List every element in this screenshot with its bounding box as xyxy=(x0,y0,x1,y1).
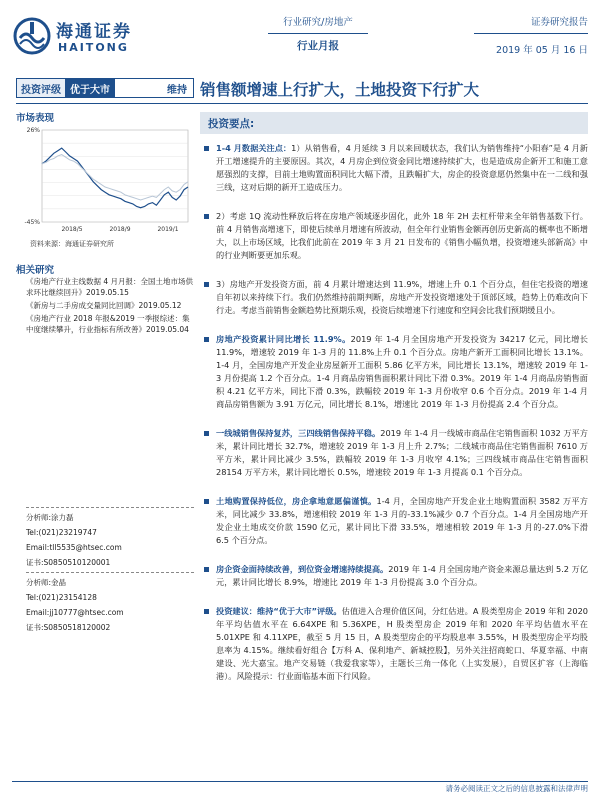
chart-series-line-1 xyxy=(42,148,188,208)
key-point-text: 1）从销售看，4 月延续 3 月以来回暖状态，我们认为销售维持“小阳春”是 4 月新开工增速提升的主要原因。其次，4 月房企到位资金同比增速持续扩大，也是造成房企新开工和施工意愿强烈的支撑，目前土地购置面积同比大幅下滑，且跌幅扩大，房企的投资意愿仍然集中在一二线和强三线，这对后期的新开工造成压力。 xyxy=(216,143,588,192)
logo-en-text: HAITONG xyxy=(58,41,129,54)
bullet-icon xyxy=(204,337,209,342)
bullet-icon xyxy=(204,499,209,504)
key-point-paragraph xyxy=(200,605,588,683)
related-research-heading: 相关研究 xyxy=(16,265,55,276)
key-point-text: 2019 年 1-4 月全国房地产资金来源总量达到 5.2 万亿元，累计同比增长 8.9%，增速比 2019 年 1-3 月份提高 3.0 个百分点。 xyxy=(216,564,588,587)
key-point-paragraph xyxy=(200,563,588,589)
key-point-lead: 一线城销售保持复苏，三四线销售保持平稳。 xyxy=(216,428,381,438)
chart-y-tick-label: -45% xyxy=(24,219,40,226)
haitong-emblem-icon xyxy=(12,16,52,56)
related-item[interactable]: 《新房与二手房成交量同比回调》2019.05.12 xyxy=(26,301,182,310)
key-points-heading: 投资要点: xyxy=(200,112,588,134)
analyst-name: 分析师:涂力磊 xyxy=(26,513,74,522)
key-point-text: 3）房地产开发投资方面，前 4 月累计增速达到 11.9%，增速上升 0.1 个百分点，但住宅投资的增速自年初以来持续下行。我们仍然维持前期判断，房地产开发投资增速处于顶部区域，趋势上仍难改向下行走。考虑当前销售金额趋势比预期乐观，投资后续增速下行速度和空间会比我们预期缓且小。 xyxy=(216,279,588,315)
rating-status: 维持 xyxy=(167,84,187,96)
key-point-paragraph xyxy=(200,278,588,317)
report-title: 销售额增速上行扩大，土地投资下行扩大 xyxy=(200,80,480,99)
analyst-cert: 证书:S0850510120001 xyxy=(26,558,111,567)
bullet-icon xyxy=(204,431,209,436)
related-item[interactable]: 《房地产行业主线数据 4 月月报：全国土地市场供求环比继续回升》2019.05.15 xyxy=(26,277,194,297)
rating-box xyxy=(16,78,194,98)
key-point-text: 2）考虑 1Q 流动性释放后将在房地产领域逐步固化，此外 18 年 2H 去杠杆带来全年销售基数下行。前 4 月销售高增速下，即使后续单月增速有所波动，但全年行业销售金额再创历史新高的概率也不断增大，以上市场区域，比我们此前在 2019 年 3 月 21 日发布的《销售小幅负增，投资增速头部新高》中的行业判断要更加乐观。 xyxy=(216,211,588,260)
bullet-icon xyxy=(204,214,209,219)
analyst-contacts xyxy=(26,505,194,635)
market-performance-heading: 市场表现 xyxy=(16,113,55,124)
report-type: 行业月报 xyxy=(297,40,339,52)
key-point-paragraph xyxy=(200,210,588,262)
chart-y-tick-label: 26% xyxy=(26,127,40,134)
key-point-lead: 投资建议：维持“优于大市”评级。 xyxy=(216,606,342,616)
header-right-block xyxy=(448,14,588,56)
analyst-cert: 证书:S0850518120002 xyxy=(26,623,111,632)
key-point-lead: 房企资金面持续改善，到位资金增速持续提高。 xyxy=(216,564,389,574)
chart-source: 资料来源：海通证券研究所 xyxy=(30,240,114,248)
key-point-paragraph xyxy=(200,495,588,547)
key-point-lead: 1-4 月数据关注点： xyxy=(216,143,292,153)
chart-plot-frame xyxy=(42,130,188,222)
related-research-list xyxy=(26,276,194,337)
key-point-paragraph xyxy=(200,142,588,194)
footer-divider xyxy=(12,781,588,782)
header-right-divider xyxy=(474,33,588,34)
report-category: 行业研究/房地产 xyxy=(283,17,353,28)
header-divider xyxy=(268,33,368,34)
title-divider xyxy=(16,103,588,104)
key-point-lead: 房地产投资累计同比增长 11.9%。 xyxy=(216,334,351,344)
rating-value: 优于大市 xyxy=(65,79,115,97)
key-point-text: 估值进入合理价值区间，分红估进。A 股类型房企 2019 年和 2020 年平均估值水平在 6.64XPE 和 5.36XPE，H 股类型房企 2019 年和 2020 年平均估值水平在 5.01XPE 和 4.11XPE，截至 5 月 15 日，A 股类型房企的平均股息率 3.55%，H 股类型房企平均股息率为 4.15%。继续看好组合【万科 A、保利地产、新城控股】，另外关注招商蛇口、华夏幸福、中南建设、光大嘉宝。地产交易链（我爱我家等），主题长三角一体化（上实发展），自贸区扩容（上海临港）。风险提示：行业面临基本面下行风险。 xyxy=(216,606,589,681)
report-label: 证券研究报告 xyxy=(530,17,588,28)
rating-label: 投资评级 xyxy=(17,79,65,97)
key-point-text: 1-4 月，全国房地产开发企业土地购置面积 3582 万平方米，同比减少 33.8%，增速相较 2019 年 1-3 月的-33.1%减少 0.7 个百分点。1-4 月全国房地产开发企业土地成交价款 1590 亿元，累计同比下滑 33.5%，增速相较 2019 年 1-3 月的-27.0%下滑 6.5 个百分点。 xyxy=(216,496,588,545)
key-point-paragraph xyxy=(200,333,588,411)
chart-x-tick-label: 2019/1 xyxy=(157,226,179,233)
key-point-text: 2019 年 1-4 月一线城市商品住宅销售面积 1032 万平方米，累计同比增长 32.7%，增速较 2019 年 1-3 月上升 2.7%；二线城市商品住宅销售面积 7610 万平方米，累计同比减少 3.5%，跌幅较 2019 年 1-3 月收窄 4.1%；三四线城市商品住宅销售面积 28154 万平方米，累计同比增长 0.5%，增速较 2019 年 1-3 月提高 0.1 个百分点。 xyxy=(216,428,588,477)
key-point-lead: 土地购置保持低位，房企拿地意愿偏谨慎。 xyxy=(216,496,377,506)
chart-x-tick-label: 2018/9 xyxy=(109,226,131,233)
chart-x-tick-label: 2018/5 xyxy=(61,226,83,233)
bullet-icon xyxy=(204,146,209,151)
logo-cn-text: 海通证券 xyxy=(56,22,132,42)
analyst-tel: Tel:(021)23219747 xyxy=(26,528,97,537)
market-performance-chart xyxy=(16,124,192,236)
haitong-logo xyxy=(12,14,162,60)
related-item[interactable]: 《房地产行业 2018 年报&2019 一季报综述：集中度继续攀升，行业指标有所改善》2019.05.04 xyxy=(26,314,190,334)
analyst-name: 分析师:金晶 xyxy=(26,578,67,587)
key-points-content xyxy=(200,142,588,699)
bullet-icon xyxy=(204,567,209,572)
key-point-paragraph xyxy=(200,427,588,479)
analyst-email[interactable]: Email:jj10777@htsec.com xyxy=(26,608,124,617)
bullet-icon xyxy=(204,282,209,287)
bullet-icon xyxy=(204,609,209,614)
footer-disclaimer: 请务必阅读正文之后的信息披露和法律声明 xyxy=(445,784,588,793)
report-date: 2019 年 05 月 16 日 xyxy=(496,45,588,56)
analyst-email[interactable]: Email:tll5535@htsec.com xyxy=(26,543,122,552)
analyst-divider xyxy=(26,572,194,573)
analyst-divider xyxy=(26,507,194,508)
analyst-tel: Tel:(021)23154128 xyxy=(26,593,97,602)
key-point-text: 2019 年 1-4 月全国房地产开发投资为 34217 亿元，同比增长 11.9%，增速较 2019 年 1-3 月的 11.8%上升 0.1 个百分点。房地产新开工面积同比增长 13.1%。1-4 月，全国房地产开发企业房屋新开工面积 5.86 亿平方米，同比增长 13.1%，增速较 2019 年 1-3 月份提高 1.2 个百分点。1-4 月商品房销售面积累计同比下滑 0.3%。2019 年 1-4 月商品房销售面积 4.21 亿平方米，同比下滑 0.3%，跌幅较 2019 年 1-3 月份收窄 0.6 个百分点。2019 年 1-4 月商品房销售额为 3.91 万亿元，同比增长 8.1%，增速比 2019 年 1-3 月份提高 2.4 个百分点。 xyxy=(216,334,588,409)
